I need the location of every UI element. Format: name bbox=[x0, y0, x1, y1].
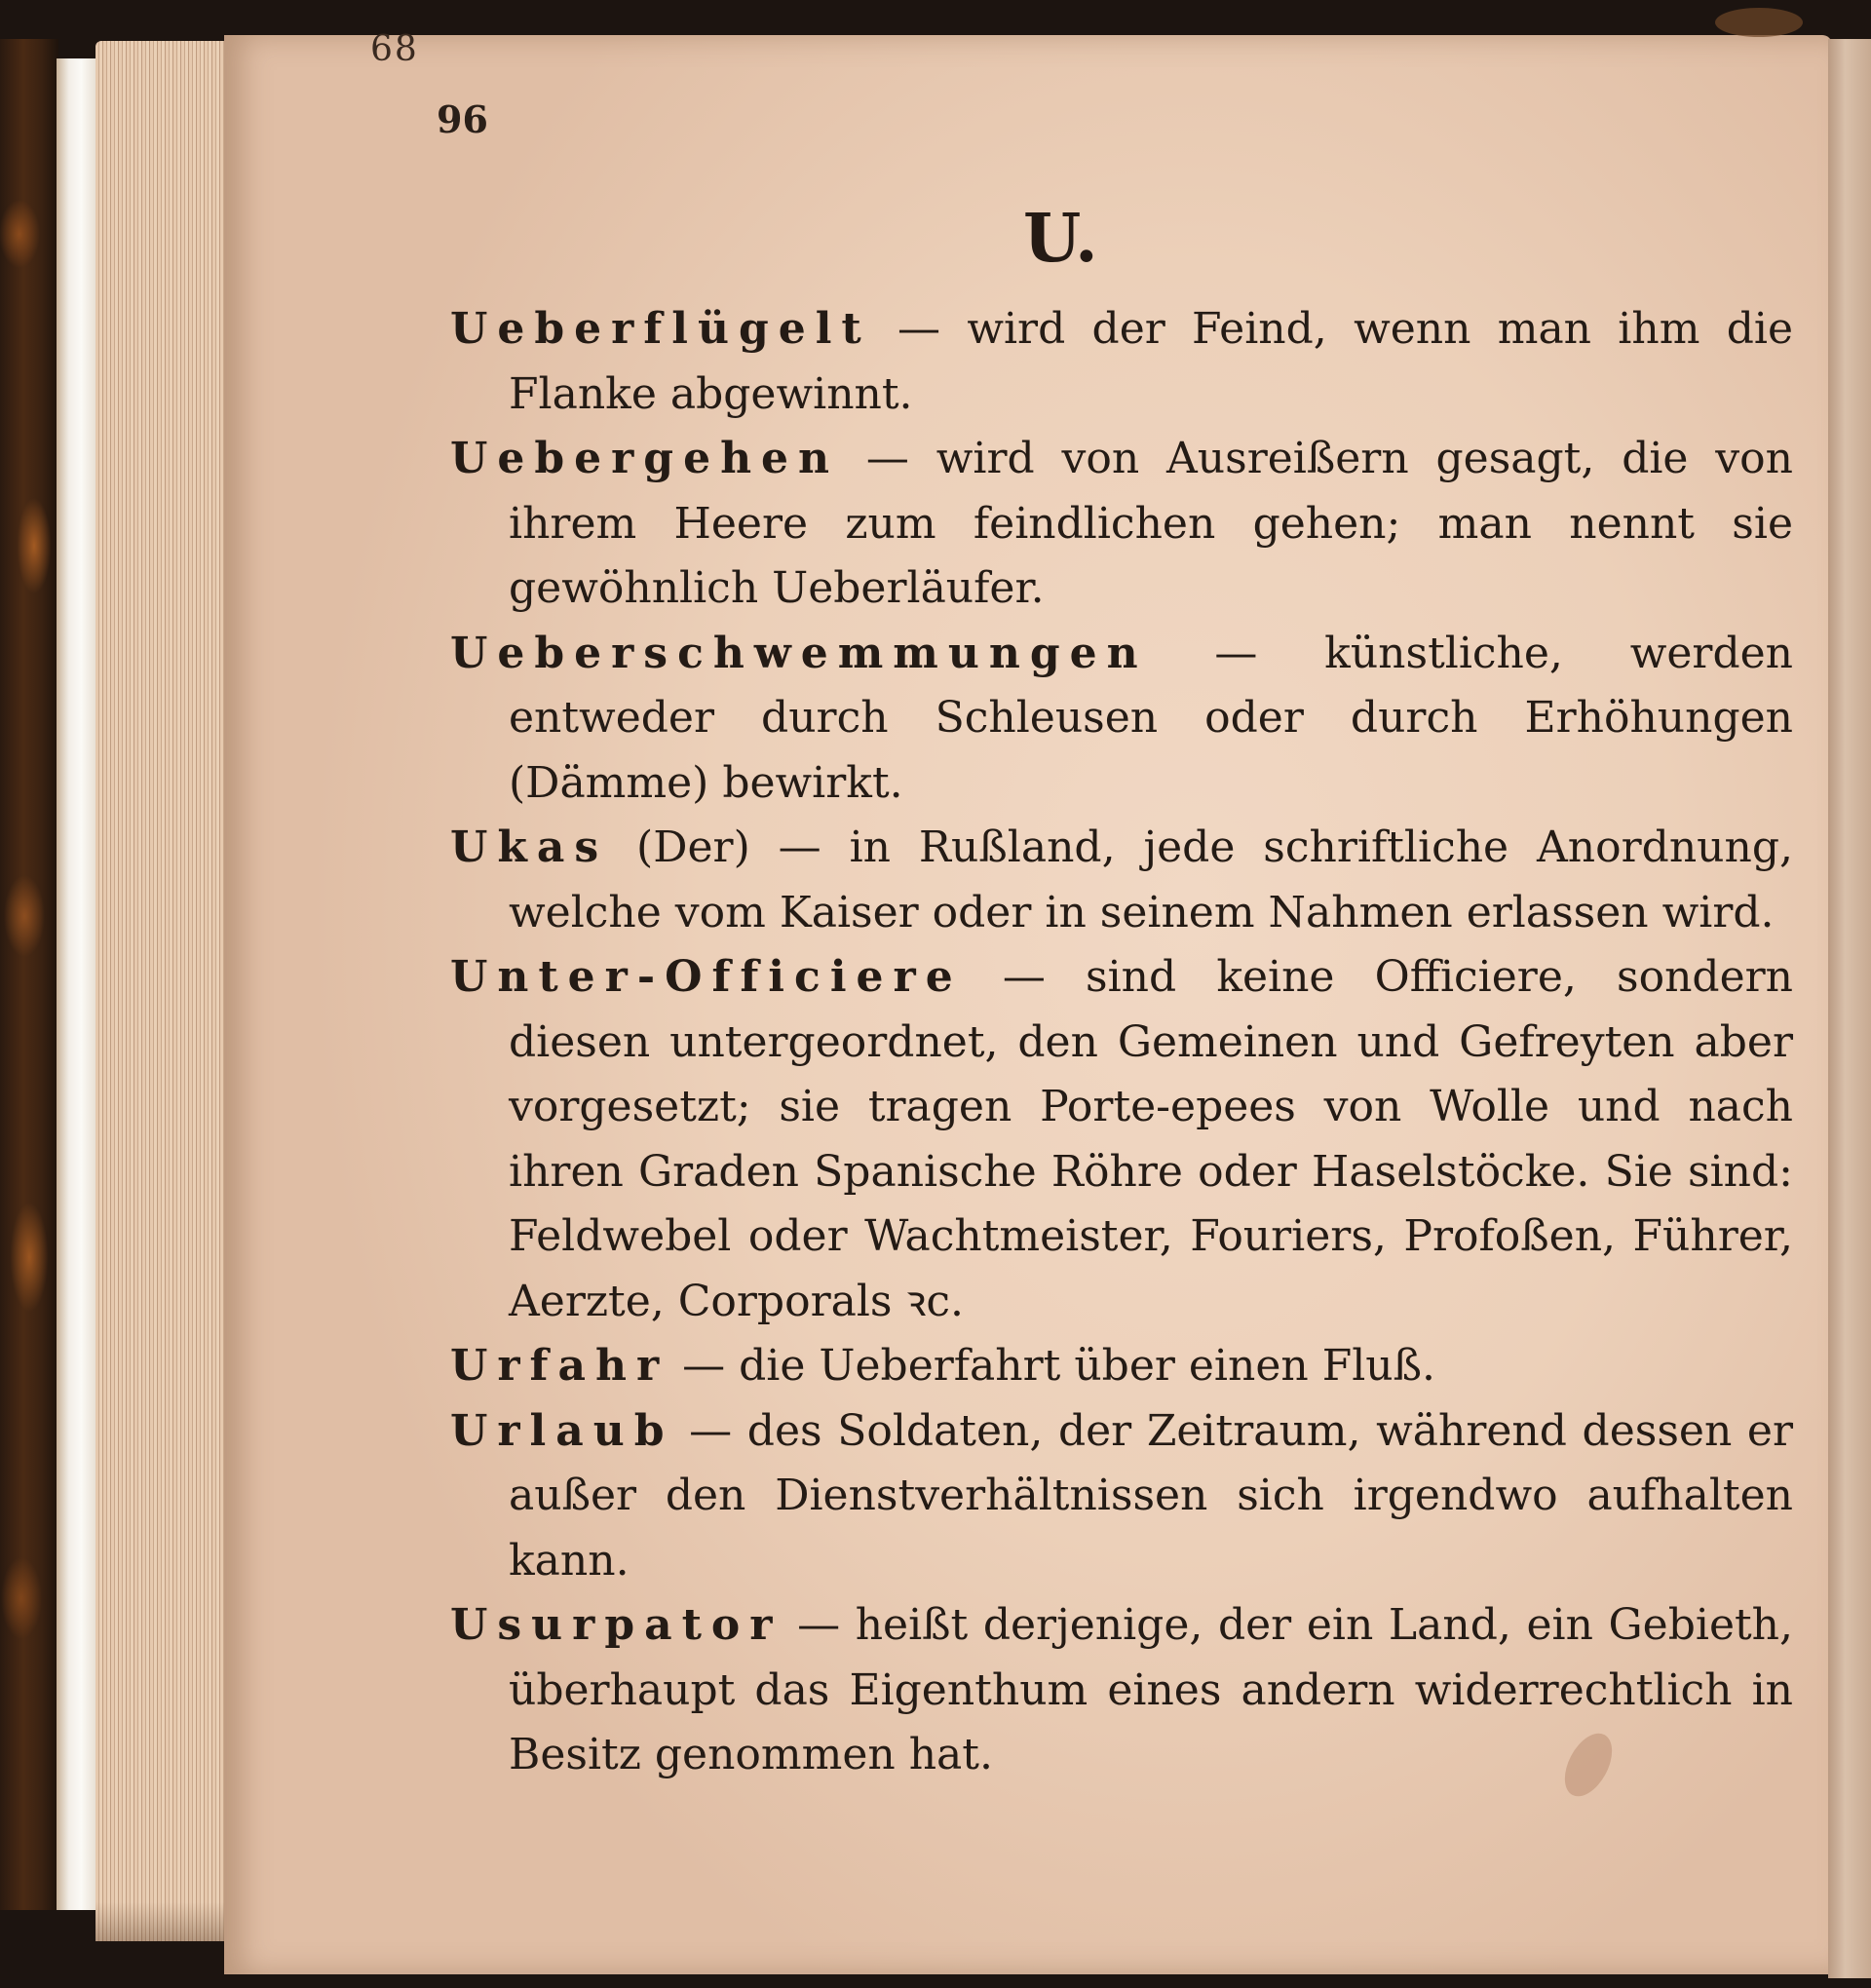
entry-definition: — wird von Ausreißern gesagt, die von ihrem Heere zum feindlichen gehen; man nennt sie gewöhnlich Ueberläufer. bbox=[509, 434, 1793, 613]
entry-term: Usurpator bbox=[450, 1600, 783, 1650]
entry-definition: — wird der Feind, wenn man ihm die Flanke abgewinnt. bbox=[509, 304, 1793, 419]
entry-term: Uebergehen bbox=[450, 434, 840, 483]
glossary-entry bbox=[450, 297, 1793, 427]
entry-definition: (Der) — in Rußland, jede schriftliche Anordnung, welche vom Kaiser oder in seinem Nahmen erlassen wird. bbox=[509, 822, 1793, 937]
page-number-old: 68 bbox=[370, 29, 419, 69]
book-cover bbox=[0, 39, 58, 1910]
entry-definition: — heißt derjenige, der ein Land, ein Gebieth, überhaupt das Eigenthum eines andern widerrechtlich in Besitz genommen hat. bbox=[509, 1600, 1793, 1779]
glossary-entry bbox=[450, 945, 1793, 1334]
entry-term: Urlaub bbox=[450, 1405, 674, 1456]
entry-term: Ueberflügelt bbox=[450, 304, 871, 354]
entry-term: Ukas bbox=[450, 822, 609, 872]
entry-definition: — die Ueberfahrt über einen Fluß. bbox=[668, 1341, 1436, 1391]
entry-term: Unter-Officiere bbox=[450, 952, 963, 1002]
paper-damage bbox=[1715, 8, 1803, 37]
section-heading: U. bbox=[1023, 200, 1098, 278]
glossary-entry bbox=[450, 816, 1793, 945]
entry-term: Ueberschwemmungen bbox=[450, 628, 1148, 678]
glossary-entry bbox=[450, 1399, 1793, 1594]
next-page-edge bbox=[1828, 39, 1871, 1978]
glossary-entry bbox=[450, 1593, 1793, 1788]
glossary-entry bbox=[450, 427, 1793, 622]
page-edge-white bbox=[57, 58, 97, 1910]
glossary-entry bbox=[450, 1334, 1793, 1399]
entry-definition: — künstliche, werden entweder durch Schleusen oder durch Erhöhungen (Dämme) bewirkt. bbox=[509, 628, 1793, 808]
entry-definition: — sind keine Officiere, sondern diesen untergeordnet, den Gemeinen und Gefreyten aber vorgesetzt; sie tragen Porte-epees von Wolle und nach ihren Graden Spanische Röhre oder Haselstöcke. Sie sind: Feldwebel oder Wachtmeister, Fouriers, Profoßen, Führer, Aerzte, Corporals ꝛc. bbox=[509, 952, 1793, 1326]
entry-definition: — des Soldaten, der Zeitraum, während dessen er außer den Dienstverhältnissen sich irgendwo aufhalten kann. bbox=[509, 1405, 1793, 1586]
glossary-entries bbox=[450, 297, 1793, 1788]
glossary-entry bbox=[450, 622, 1793, 817]
page-number: 96 bbox=[437, 97, 488, 141]
entry-term: Urfahr bbox=[450, 1341, 669, 1391]
